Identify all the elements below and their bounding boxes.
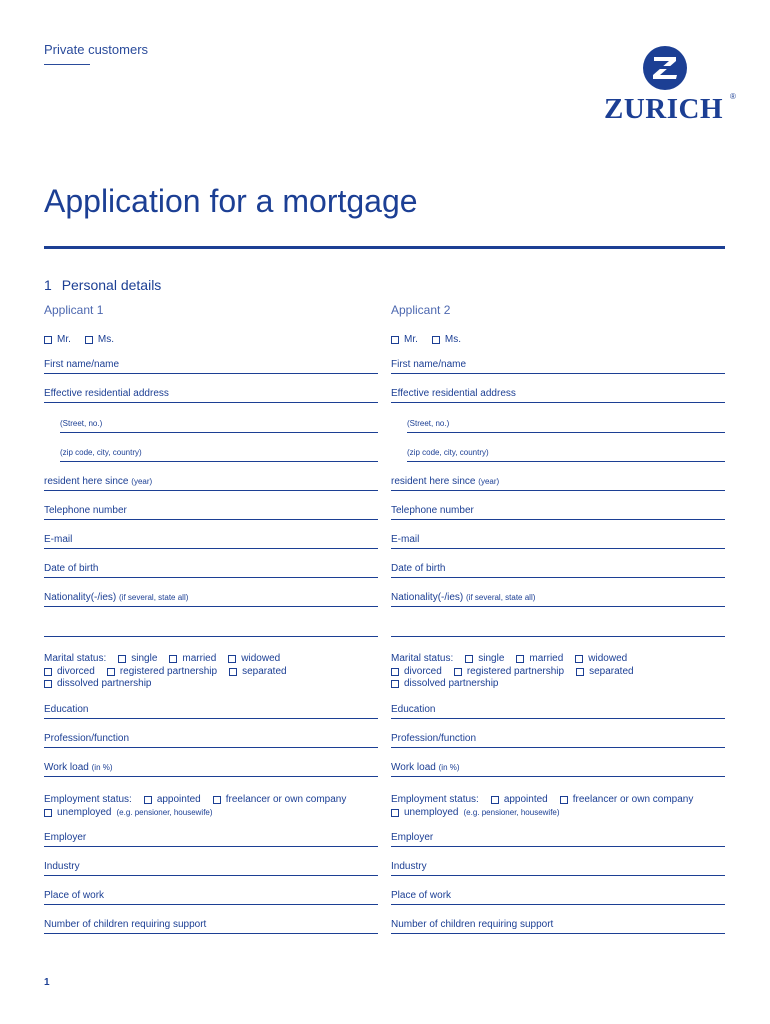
registered-partnership-option[interactable] <box>454 666 564 679</box>
widowed-option[interactable] <box>575 653 627 666</box>
place-of-work-field[interactable] <box>44 891 378 905</box>
marital-status-label: Marital status: <box>391 653 454 664</box>
page-title: Application for a mortgage <box>44 183 418 219</box>
work-load-label: Work load <box>44 762 89 773</box>
employer-field[interactable] <box>44 833 378 847</box>
dissolved-partnership-checkbox[interactable] <box>391 680 399 688</box>
section-title: Personal details <box>61 277 162 293</box>
address-label: Effective residential address <box>44 388 169 399</box>
divorced-checkbox[interactable] <box>391 668 399 676</box>
applicant-title: Applicant 2 <box>391 303 451 317</box>
nationality-field[interactable] <box>44 593 378 607</box>
employer-label: Employer <box>391 832 434 843</box>
unemployed-option[interactable] <box>44 807 213 820</box>
education-field[interactable] <box>391 705 725 719</box>
separated-option[interactable] <box>229 666 286 679</box>
resident-since-field[interactable] <box>391 477 725 491</box>
zip-field[interactable] <box>60 448 378 462</box>
single-checkbox[interactable] <box>118 655 126 663</box>
mr-checkbox[interactable] <box>391 336 399 344</box>
appointed-label: appointed <box>156 794 201 805</box>
registered-partnership-checkbox[interactable] <box>454 668 462 676</box>
divorced-label: divorced <box>57 665 95 677</box>
unemployed-label: unemployed <box>57 806 112 818</box>
telephone-field[interactable] <box>391 506 725 520</box>
dissolved-partnership-label: dissolved partnership <box>57 678 152 689</box>
unemployed-label: unemployed <box>404 806 459 818</box>
dissolved-partnership-option[interactable] <box>44 678 152 691</box>
employment-status-group <box>391 794 725 819</box>
appointed-checkbox[interactable] <box>144 796 152 804</box>
single-label: single <box>478 653 505 664</box>
mr-checkbox[interactable] <box>44 336 52 344</box>
telephone-label: Telephone number <box>44 505 127 516</box>
email-field[interactable] <box>391 535 725 549</box>
education-field[interactable] <box>44 705 378 719</box>
industry-field[interactable] <box>44 862 378 876</box>
mr-option[interactable] <box>44 334 71 345</box>
unemployed-hint: (e.g. pensioner, housewife) <box>463 807 560 817</box>
widowed-label: widowed <box>588 653 628 664</box>
section-number: 1 <box>44 277 52 293</box>
email-label: E-mail <box>391 534 420 545</box>
nationality-hint: (if several, state all) <box>466 593 536 602</box>
mr-label: Mr. <box>57 334 71 345</box>
title-divider <box>44 246 725 249</box>
profession-label: Profession/function <box>391 733 477 744</box>
employer-label: Employer <box>44 832 87 843</box>
widowed-checkbox[interactable] <box>228 655 236 663</box>
nationality-label: Nationality(-/ies) <box>44 592 117 603</box>
freelancer-label: freelancer or own company <box>572 794 694 805</box>
dob-label: Date of birth <box>44 563 99 574</box>
marital-status-group <box>44 653 378 691</box>
divorced-label: divorced <box>404 665 442 677</box>
widowed-label: widowed <box>241 653 281 664</box>
dissolved-partnership-option[interactable] <box>391 678 499 691</box>
single-checkbox[interactable] <box>465 655 473 663</box>
resident-since-label: resident here since <box>44 476 129 487</box>
appointed-checkbox[interactable] <box>491 796 499 804</box>
ms-label: Ms. <box>97 334 114 345</box>
street-field[interactable] <box>407 419 725 433</box>
children-field[interactable] <box>44 920 378 934</box>
divorced-checkbox[interactable] <box>44 668 52 676</box>
divorced-option[interactable] <box>44 666 95 679</box>
employment-status-group <box>44 794 378 819</box>
separated-checkbox[interactable] <box>576 668 584 676</box>
registered-partnership-label: registered partnership <box>466 665 565 677</box>
ms-label: Ms. <box>444 334 461 345</box>
appointed-option[interactable] <box>491 794 548 807</box>
zip-hint: (zip code, city, country) <box>407 448 489 457</box>
children-label: Number of children requiring support <box>44 919 207 930</box>
telephone-label: Telephone number <box>391 505 474 516</box>
nationality-label: Nationality(-/ies) <box>391 592 464 603</box>
address-field[interactable] <box>44 389 378 403</box>
unemployed-hint: (e.g. pensioner, housewife) <box>116 807 213 817</box>
single-option[interactable] <box>465 653 504 666</box>
single-option[interactable] <box>118 653 157 666</box>
profession-label: Profession/function <box>44 733 130 744</box>
address-label: Effective residential address <box>391 388 516 399</box>
separated-label: separated <box>242 665 287 677</box>
zip-hint: (zip code, city, country) <box>60 448 142 457</box>
freelancer-option[interactable] <box>213 794 347 807</box>
street-hint: (Street, no.) <box>407 419 450 428</box>
profession-field[interactable] <box>44 734 378 748</box>
dob-field[interactable] <box>391 564 725 578</box>
nationality-field[interactable] <box>391 593 725 607</box>
employment-status-label: Employment status: <box>44 794 132 805</box>
section-label-underline <box>44 64 90 65</box>
married-label: married <box>529 653 564 664</box>
married-label: married <box>182 653 217 664</box>
education-label: Education <box>391 704 436 715</box>
industry-label: Industry <box>391 861 427 872</box>
separated-option[interactable] <box>576 666 633 679</box>
zurich-logo-mark <box>602 44 742 92</box>
mr-label: Mr. <box>404 334 418 345</box>
ms-checkbox[interactable] <box>85 336 93 344</box>
unemployed-checkbox[interactable] <box>391 809 399 817</box>
resident-since-hint: (year) <box>478 477 500 486</box>
marital-status-label: Marital status: <box>44 653 107 664</box>
freelancer-option[interactable] <box>560 794 694 807</box>
appointed-option[interactable] <box>144 794 201 807</box>
section-label: Private customers <box>44 42 149 57</box>
industry-field[interactable] <box>391 862 725 876</box>
married-checkbox[interactable] <box>169 655 177 663</box>
resident-since-hint: (year) <box>131 477 153 486</box>
work-load-label: Work load <box>391 762 436 773</box>
first-name-field[interactable] <box>44 360 378 374</box>
logo-registered-mark: ® <box>730 92 736 101</box>
profession-field[interactable] <box>391 734 725 748</box>
resident-since-label: resident here since <box>391 476 476 487</box>
employment-status-label: Employment status: <box>391 794 479 805</box>
freelancer-label: freelancer or own company <box>225 794 347 805</box>
nationality-hint: (if several, state all) <box>119 593 189 602</box>
applicant-title: Applicant 1 <box>44 303 104 317</box>
ms-checkbox[interactable] <box>432 336 440 344</box>
education-label: Education <box>44 704 89 715</box>
married-option[interactable] <box>516 653 563 666</box>
separated-label: separated <box>589 665 634 677</box>
salutation-options <box>44 334 114 345</box>
first-name-label: First name/name <box>391 359 467 370</box>
registered-partnership-label: registered partnership <box>119 665 218 677</box>
telephone-field[interactable] <box>44 506 378 520</box>
ms-option[interactable] <box>432 334 461 345</box>
appointed-label: appointed <box>503 794 548 805</box>
unemployed-option[interactable] <box>391 807 560 820</box>
email-field[interactable] <box>44 535 378 549</box>
industry-label: Industry <box>44 861 80 872</box>
place-of-work-field[interactable] <box>391 891 725 905</box>
dissolved-partnership-label: dissolved partnership <box>404 678 499 689</box>
salutation-options <box>391 334 461 345</box>
street-field[interactable] <box>60 419 378 433</box>
married-checkbox[interactable] <box>516 655 524 663</box>
registered-partnership-option[interactable] <box>107 666 217 679</box>
mr-option[interactable] <box>391 334 418 345</box>
work-load-hint: (in %) <box>91 763 113 772</box>
resident-since-field[interactable] <box>44 477 378 491</box>
unemployed-checkbox[interactable] <box>44 809 52 817</box>
work-load-field[interactable] <box>44 763 378 777</box>
children-label: Number of children requiring support <box>391 919 554 930</box>
zurich-logo <box>602 44 742 124</box>
first-name-field[interactable] <box>391 360 725 374</box>
widowed-option[interactable] <box>228 653 280 666</box>
dob-field[interactable] <box>44 564 378 578</box>
marital-status-group <box>391 653 725 691</box>
dob-label: Date of birth <box>391 563 446 574</box>
ms-option[interactable] <box>85 334 114 345</box>
logo-wordmark: ZURICH <box>604 93 724 125</box>
children-field[interactable] <box>391 920 725 934</box>
nationality-extra-line[interactable] <box>391 636 725 637</box>
nationality-extra-line[interactable] <box>44 636 378 637</box>
employer-field[interactable] <box>391 833 725 847</box>
page-number: 1 <box>44 977 50 988</box>
married-option[interactable] <box>169 653 216 666</box>
place-of-work-label: Place of work <box>391 890 452 901</box>
registered-partnership-checkbox[interactable] <box>107 668 115 676</box>
address-field[interactable] <box>391 389 725 403</box>
divorced-option[interactable] <box>391 666 442 679</box>
section-heading <box>44 277 161 293</box>
email-label: E-mail <box>44 534 73 545</box>
freelancer-checkbox[interactable] <box>560 796 568 804</box>
zip-field[interactable] <box>407 448 725 462</box>
dissolved-partnership-checkbox[interactable] <box>44 680 52 688</box>
separated-checkbox[interactable] <box>229 668 237 676</box>
place-of-work-label: Place of work <box>44 890 105 901</box>
work-load-hint: (in %) <box>438 763 460 772</box>
work-load-field[interactable] <box>391 763 725 777</box>
widowed-checkbox[interactable] <box>575 655 583 663</box>
freelancer-checkbox[interactable] <box>213 796 221 804</box>
street-hint: (Street, no.) <box>60 419 103 428</box>
single-label: single <box>131 653 158 664</box>
first-name-label: First name/name <box>44 359 120 370</box>
